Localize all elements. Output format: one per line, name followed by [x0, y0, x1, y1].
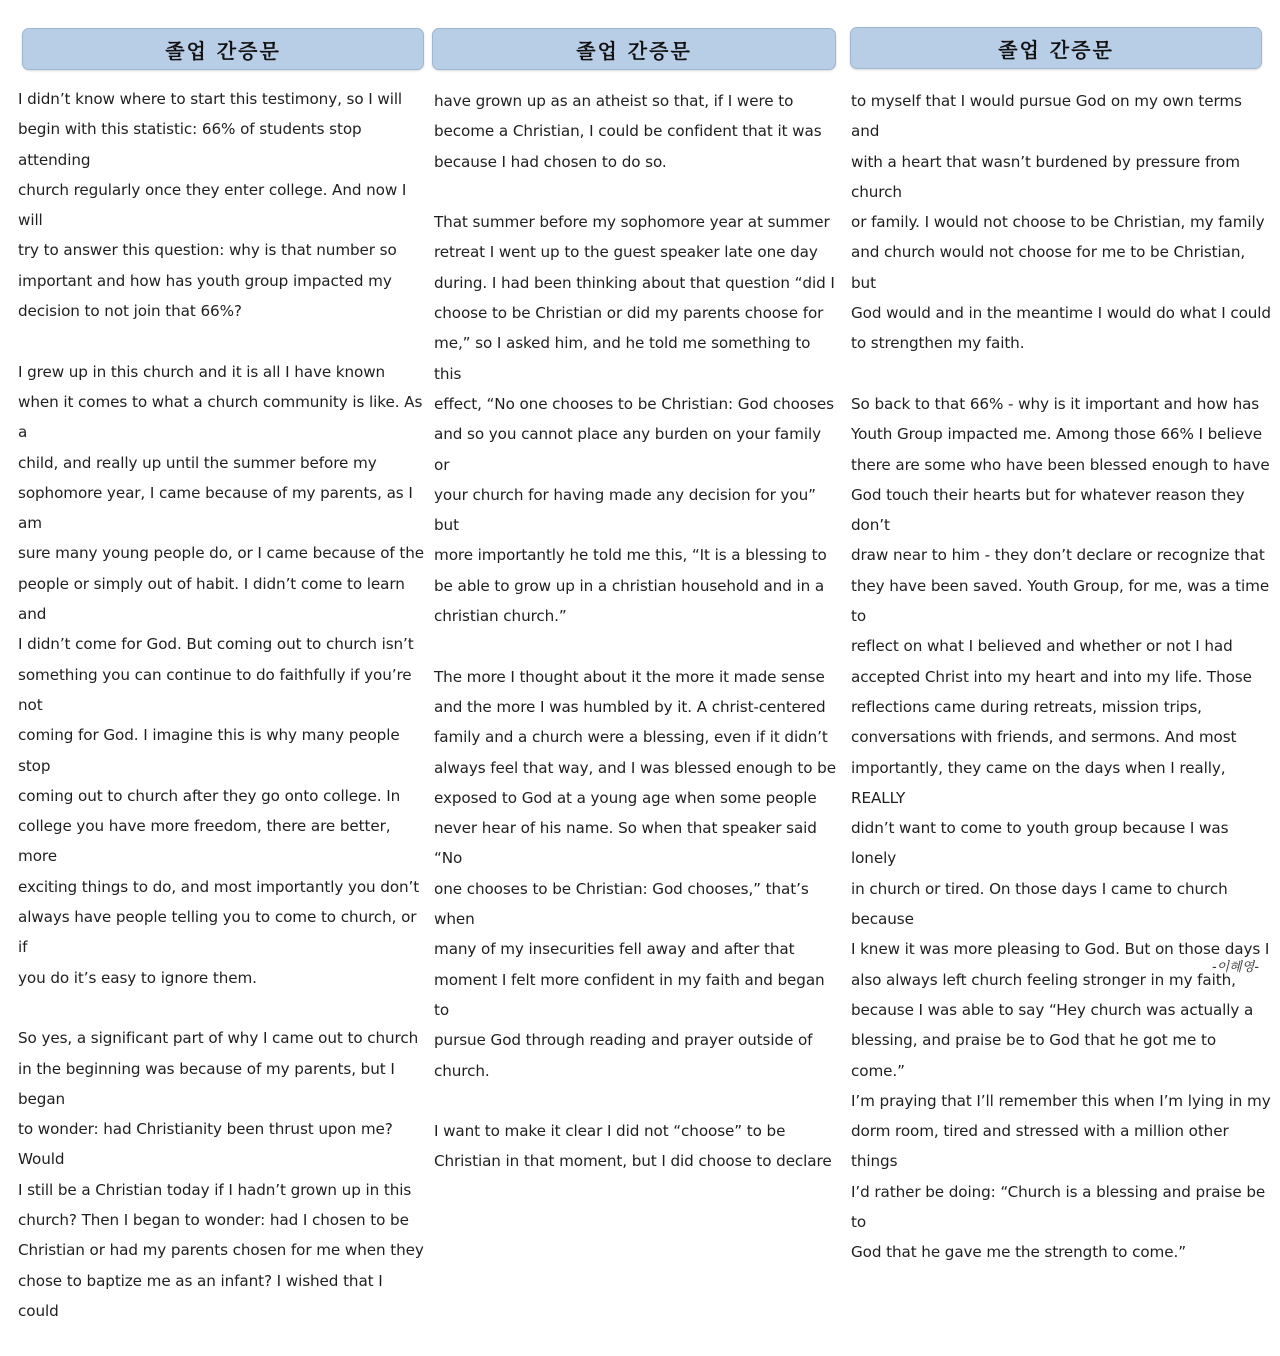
- paragraph: So back to that 66% - why is it important and how has Youth Group impacted me. Among those 66% I believe there are some who have been blessed enough to have God touch their hearts but for whatever reason they don’t draw near to him - they don’t declare or recognize that they have been saved. Youth Group, for me, was a time to reflect on what I believed and whether or not I had accepted Christ into my heart and into my life. Those reflections came during retreats, mission trips, conversations with friends, and sermons. And most importantly, they came on the days when I really, REALLY didn’t want to come to youth group because I was lonely in church or tired. On those days I came to church because I knew it was more pleasing to God. But on those days I also always left church feeling stronger in my faith, because I was able to say “Hey church was actually a blessing, and praise be to God that he got me to come.” I’m praying that I’ll remember this when I’m lying in my dorm room, tired and stressed with a million other things I’d rather be doing: “Church is a blessing and praise be to God that he gave me the strength to come.”: [851, 394, 1271, 1262]
- author-signature: -이혜영-: [1211, 960, 1259, 975]
- column-1: [18, 0, 424, 1320]
- paragraph: So yes, a significant part of why I came out to church in the beginning was because of my parents, but I began to wonder: had Christianity been thrust upon me? Would I still be a Christian today if I hadn’t grown up in this church? Then I began to wonder: had I chosen to be Christian or had my parents chosen for me when they chose to baptize me as an infant? I wished that I could: [18, 1029, 424, 1320]
- column-1-header: 졸업 간증문: [22, 28, 424, 70]
- column-3-header: 졸업 간증문: [850, 27, 1262, 69]
- paragraph: to myself that I would pursue God on my own terms and with a heart that wasn’t burdened by pressure from church or family. I would not choose to be Christian, my family and church would not choose for me to be Christian, but God would and in the meantime I would do what I could to strengthen my faith.: [851, 92, 1271, 353]
- paragraph: I didn’t know where to start this testimony, so I will begin with this statistic: 66% of students stop attending church regularly once they enter college. And now I will try to answer this question: why is that number so important and how has youth group impacted my decision to not join that 66%?: [18, 90, 407, 321]
- column-2: [434, 0, 836, 1171]
- column-2-text: [434, 86, 836, 1207]
- paragraph: I want to make it clear I did not “choose” to be Christian in that moment, but I did choose to declare: [434, 1122, 832, 1171]
- paragraph: have grown up as an atheist so that, if I were to become a Christian, I could be confident that it was because I had chosen to do so.: [434, 92, 822, 171]
- paragraph: The more I thought about it the more it made sense and the more I was humbled by it. A christ-centered family and a church were a blessing, even if it didn’t always feel that way, and I was blessed enough to be exposed to God at a young age when some people never hear of his name. So when that speaker said “No one chooses to be Christian: God chooses,” that’s when many of my insecurities fell away and after that moment I felt more confident in my faith and began to pursue God through reading and prayer outside of church.: [434, 667, 836, 1080]
- paragraph: That summer before my sophomore year at summer retreat I went up to the guest speaker late one day during. I had been thinking about that question “did I choose to be Christian or did my parents choose for me,” so I asked him, and he told me something to this effect, “No one chooses to be Christian: God chooses and so you cannot place any burden on your family or your church for having made any decision for you” but more importantly he told me this, “It is a blessing to be able to grow up in a christian household and in a christian church.”: [434, 213, 835, 626]
- column-3: [851, 0, 1271, 1262]
- column-2-header: 졸업 간증문: [432, 28, 836, 70]
- column-3-text: [851, 86, 1271, 1298]
- paragraph: I grew up in this church and it is all I have known when it comes to what a church community is like. As a child, and really up until the summer before my sophomore year, I came because of my parents, as I am sure many young people do, or I came because of the people or simply out of habit. I didn’t come to learn and I didn’t come for God. But coming out to church isn’t something you can continue to do faithfully if you’re not coming for God. I imagine this is why many people stop coming out to church after they go onto college. In college you have more freedom, there are better, more exciting things to do, and most importantly you don’t always have people telling you to come to church, or if you do it’s easy to ignore them.: [18, 362, 424, 987]
- column-1-text: [18, 84, 424, 1356]
